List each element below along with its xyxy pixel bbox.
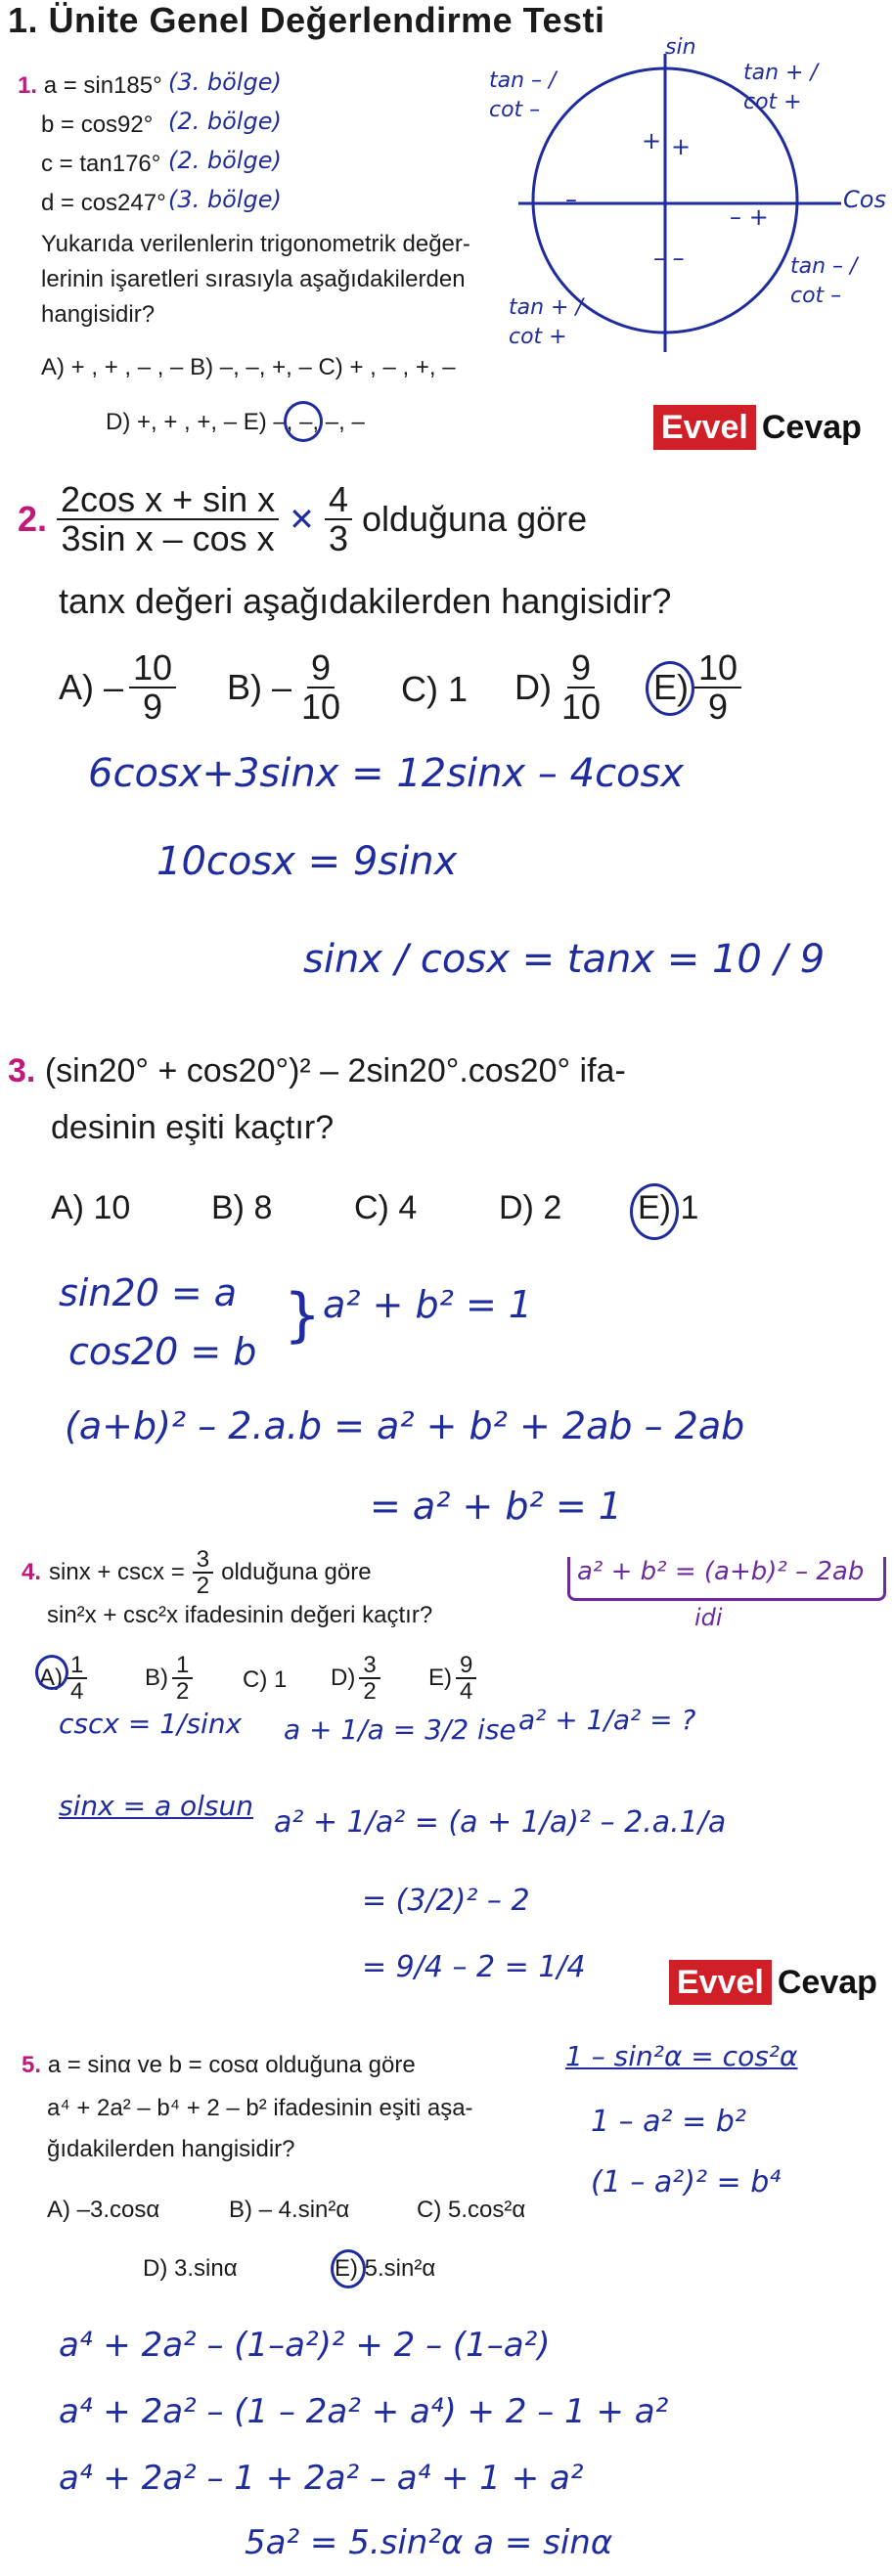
q2-option-d (514, 649, 604, 726)
q4-work-3: a + 1/a = 3/2 ise (284, 1713, 516, 1746)
q2-line2: tanx değeri aşağıdakilerden hangisidir? (59, 581, 672, 621)
q1-note-b: (2. bölge) (168, 108, 282, 135)
q4-frac-num: 3 (193, 1547, 213, 1574)
q4-quadrant-label: tan – / cot – (790, 254, 858, 308)
brand-cevap: Cevap (777, 1963, 877, 2001)
q2-option-label: D) (514, 666, 552, 707)
q1-text-line: Yukarıda verilenlerin trigonometrik değer- (41, 231, 470, 257)
q2-statement (18, 481, 587, 557)
q4-options (39, 1653, 489, 1708)
q1-line-b: b = cos92° (41, 111, 154, 138)
q2-lower-sign: – (565, 186, 577, 213)
q3-sign: – – (653, 244, 685, 272)
q2-work-1: 6cosx+3sinx = 12sinx – 4cosx (88, 751, 685, 796)
q3-option-b: B) 8 (211, 1189, 273, 1226)
q5-line1 (22, 2046, 416, 2085)
q4-line1-tail: olduğuna göre (221, 1559, 372, 1586)
q2-tail: olduğuna göre (361, 498, 588, 539)
q2-option-den: 10 (561, 686, 602, 727)
q2-rhs-numerator: 4 (325, 481, 352, 520)
q5-work-3: a⁴ + 2a² – 1 + 2a² – a⁴ + 1 + a² (59, 2459, 584, 2498)
q5-option-c: C) 5.cos²α (417, 2197, 526, 2223)
q4-option-den: 2 (363, 1678, 377, 1706)
q2-number: 2. (18, 498, 48, 539)
q2-option-c: C) 1 (401, 669, 469, 709)
q3-work-4: (a+b)² – 2.a.b = a² + b² + 2ab – 2ab (65, 1404, 745, 1447)
brand-cevap: Cevap (761, 408, 862, 446)
q2-option-den: 9 (708, 686, 729, 727)
q3-line1-text: (sin20° + cos20°)² – 2sin20°.cos20° ifa- (44, 1052, 626, 1089)
q4-option-num: 1 (172, 1653, 193, 1679)
q2-fraction-denominator: 3sin x – cos x (61, 517, 275, 558)
q4-note-right: a² + b² = (a+b)² – 2ab (577, 1557, 865, 1586)
q5-note-2: 1 – a² = b² (591, 2105, 746, 2139)
q2-fraction (57, 481, 279, 557)
q2-option-num: 9 (307, 649, 335, 688)
q2-option-label: B) – (227, 666, 292, 707)
q1-answer-circle (284, 401, 323, 442)
brand-evvel: Evvel (653, 405, 756, 450)
q4-work-5: a² + 1/a² = (a + 1/a)² – 2.a.1/a (274, 1805, 727, 1840)
q1-text (41, 227, 470, 333)
q2-rhs-denominator: 3 (328, 517, 348, 558)
q4-line1 (22, 1547, 372, 1598)
q1-number: 1. (18, 72, 38, 99)
q5-option-e: E) 5.sin²α (335, 2255, 436, 2282)
q5-work-1: a⁴ + 2a² – (1–a²)² + 2 – (1–a²) (59, 2326, 551, 2365)
q2-option-num: 9 (567, 649, 595, 688)
q2-answer-circle (646, 661, 694, 716)
q4-option-num: 1 (67, 1653, 87, 1679)
q2-fraction-numerator: 2cos x + sin x (57, 481, 279, 520)
q1-options-row1: A) + , + , – , – B) –, –, +, – C) + , – , +, – (41, 354, 456, 380)
q1-note-a: (3. bölge) (168, 68, 282, 96)
q1-quadrant-label: tan + / cot + (743, 61, 818, 114)
q2-option-label: A) – (59, 666, 124, 707)
q1-text-line: hangisidir? (41, 301, 156, 328)
q5-options-row1 (47, 2191, 556, 2230)
q4-option-d (331, 1653, 380, 1704)
q2-rhs-fraction (325, 481, 352, 557)
q2-work-2: 10cosx = 9sinx (156, 839, 458, 884)
q3-line1 (8, 1052, 626, 1090)
q4-note-right2: idi (694, 1604, 723, 1631)
q3-work-5: = a² + b² = 1 (370, 1485, 622, 1528)
q5-note-3: (1 – a²)² = b⁴ (591, 2165, 782, 2199)
q5-option-b: B) – 4.sin²α (229, 2197, 350, 2223)
page-title: 1. Ünite Genel Değerlendirme Testi (8, 0, 605, 40)
q1-block (18, 67, 162, 106)
q5-line3: ğıdakilerden hangisidir? (47, 2136, 295, 2162)
q4-line1-text: sinx + cscx = (49, 1559, 185, 1586)
q4-number: 4. (22, 1559, 42, 1586)
q4-option-label: D) (331, 1665, 356, 1692)
q1-options-row2: D) +, + , +, – E) –, –, –, – (106, 409, 365, 435)
q4-answer-circle (35, 1655, 68, 1690)
q3-number: 3. (8, 1052, 36, 1089)
q5-work-2: a⁴ + 2a² – (1 – 2a² + a⁴) + 2 – 1 + a² (59, 2392, 669, 2431)
q4-option-label: A) (39, 1665, 63, 1692)
q1-line-d: d = cos247° (41, 190, 166, 216)
sin-label: sin (665, 35, 696, 60)
brand-badge (653, 405, 862, 450)
brand-evvel: Evvel (669, 1960, 772, 2005)
q3-answer-circle (630, 1183, 679, 1240)
q4-work-2: sinx = a olsun (59, 1790, 253, 1822)
q2-cross-mark: ✕ (289, 501, 315, 537)
q5-work-4: 5a² = 5.sin²α a = sinα (245, 2523, 613, 2562)
q2-option-num: 10 (694, 649, 741, 688)
q2-option-den: 10 (301, 686, 341, 727)
q1-note-c: (2. bölge) (168, 147, 282, 174)
q4-option-num: 3 (359, 1653, 380, 1679)
q3-option-c: C) 4 (354, 1189, 418, 1226)
q1-note-d: (3. bölge) (168, 186, 282, 213)
q3-work-2: cos20 = b (68, 1330, 257, 1373)
q5-line2: a⁴ + 2a² – b⁴ + 2 – b² ifadesinin eşiti aşa- (47, 2095, 473, 2121)
q4-option-den: 4 (70, 1678, 84, 1706)
q4-option-c: C) 1 (243, 1666, 288, 1693)
q4-work-7: = 9/4 – 2 = 1/4 (362, 1950, 586, 1984)
q4-work-6: = (3/2)² – 2 (362, 1884, 530, 1918)
q4-option-den: 2 (176, 1678, 190, 1706)
q3-option-a: A) 10 (51, 1189, 131, 1226)
q4-work-4: a² + 1/a² = ? (518, 1704, 696, 1736)
brand-badge (669, 1960, 877, 2005)
q5-answer-circle (331, 2249, 366, 2288)
q4-option-num: 9 (456, 1653, 476, 1679)
q5-line1-text: a = sinα ve b = cosα olduğuna göre (47, 2052, 416, 2078)
q2-option-a (59, 649, 176, 726)
q4-option-e (428, 1653, 476, 1704)
q2-option-num: 10 (129, 649, 176, 688)
q3-option-e: E) 1 (638, 1189, 699, 1226)
q2-option-b (227, 649, 344, 726)
q2-work-3: sinx / cosx = tanx = 10 / 9 (303, 937, 826, 982)
q1-text-line: lerinin işaretleri sırasıyla aşağıdakilerden (41, 266, 466, 292)
q3-brace: } (284, 1281, 322, 1350)
q5-options-row2 (143, 2249, 514, 2288)
q4-frac-den: 2 (196, 1573, 210, 1600)
q4-sign: – + (730, 203, 769, 231)
q1-line-c: c = tan176° (41, 151, 161, 177)
cos-label: Cos (843, 186, 886, 213)
q5-option-d: D) 3.sinα (143, 2255, 238, 2282)
q2-quadrant-label: tan – / cot – (489, 68, 557, 122)
q3-work-1: sin20 = a (59, 1271, 238, 1314)
q5-number: 5. (22, 2052, 42, 2078)
q2-option-label: E) (653, 666, 689, 707)
q4-work-1: cscx = 1/sinx (59, 1708, 243, 1740)
q3-option-d: D) 2 (499, 1189, 562, 1226)
q3-work-3: a² + b² = 1 (323, 1283, 533, 1326)
q1-sign: + (671, 133, 692, 160)
q4-option-den: 4 (460, 1678, 473, 1706)
q5-note-1: 1 – sin²α = cos²α (565, 2040, 798, 2072)
q1-line-a: a = sin185° (43, 72, 162, 99)
q5-option-a: A) –3.cosα (47, 2197, 160, 2223)
q4-option-label: E) (428, 1665, 452, 1692)
q4-line2: sin²x + csc²x ifadesinin değeri kaçtır? (47, 1602, 433, 1628)
q2-option-den: 9 (143, 686, 163, 727)
q2-sign: + (642, 127, 662, 155)
q3-line2: desinin eşiti kaçtır? (51, 1109, 335, 1146)
q4-option-label: B) (145, 1665, 168, 1692)
q3-quadrant-label: tan + / cot + (509, 295, 583, 349)
q4-option-b (145, 1653, 193, 1704)
